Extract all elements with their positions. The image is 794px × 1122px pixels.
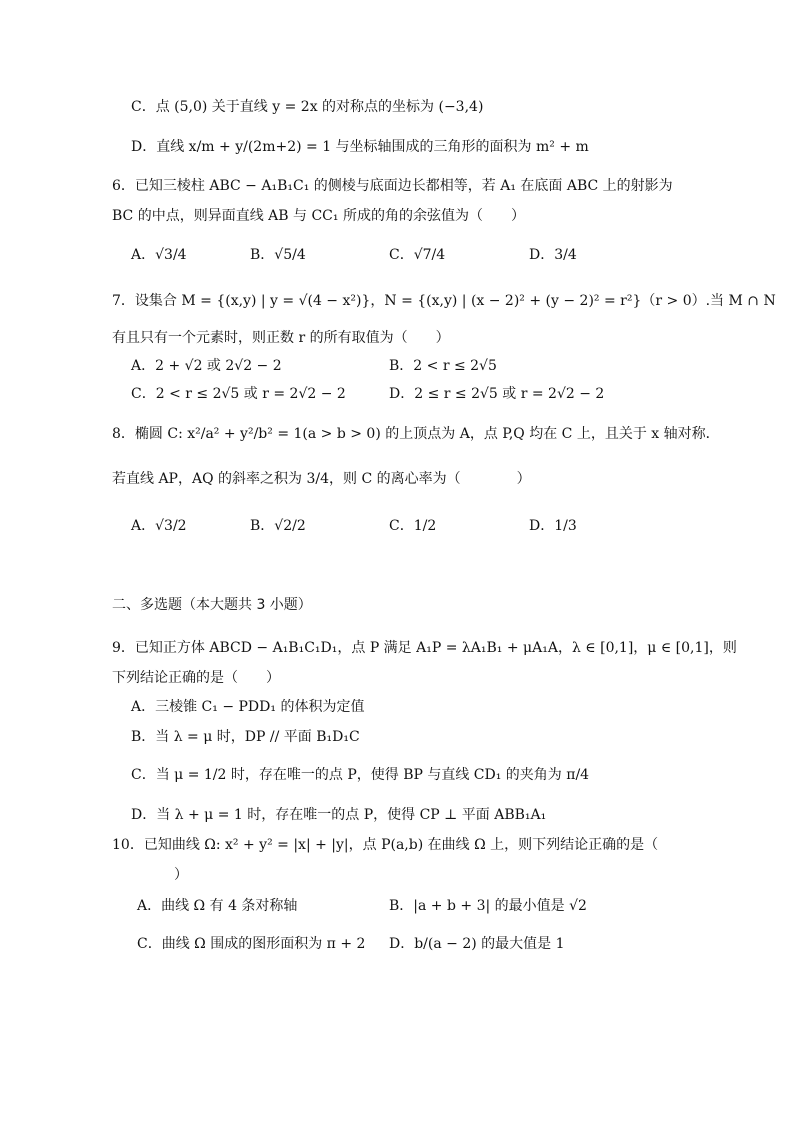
q7-option-d: D．2 ≤ r ≤ 2√5 或 r = 2√2 − 2: [389, 386, 605, 402]
q8-option-d: D．1/3: [529, 518, 577, 534]
q8-option-b: B．√2/2: [250, 518, 306, 534]
q6-option-d: D．3/4: [529, 247, 577, 263]
q6-stem-line1: 6．已知三棱柱 ABC − A₁B₁C₁ 的侧棱与底面边长都相等，若 A₁ 在底面 ABC 上的射影为: [112, 178, 673, 194]
q10-option-a: A．曲线 Ω 有 4 条对称轴: [137, 898, 298, 914]
q8-stem-line1: 8．椭圆 C: x²/a² + y²/b² = 1(a > b > 0) 的上顶点为 A，点 P,Q 均在 C 上，且关于 x 轴对称．: [112, 426, 720, 442]
q7-option-c: C．2 < r ≤ 2√5 或 r = 2√2 − 2: [131, 386, 346, 402]
q7-stem-line2: 有且只有一个元素时，则正数 r 的所有取值为（ ）: [112, 330, 450, 346]
q6-option-a: A．√3/4: [131, 247, 187, 263]
q9-option-d: D．当 λ + μ = 1 时，存在唯一的点 P，使得 CP ⊥ 平面 ABB₁A₁: [131, 807, 547, 823]
q10-stem-line1: 10．已知曲线 Ω: x² + y² = |x| + |y|，点 P(a,b) 在曲线 Ω 上，则下列结论正确的是（: [112, 837, 659, 853]
q9-stem-line2: 下列结论正确的是（ ）: [112, 670, 280, 686]
section-heading-multiple-choice: 二、多选题（本大题共 3 小题）: [112, 597, 312, 613]
q9-stem-line1: 9．已知正方体 ABCD − A₁B₁C₁D₁，点 P 满足 A₁P = λA₁B₁ + μA₁A，λ ∈ [0,1]，μ ∈ [0,1]，则: [112, 640, 737, 656]
q5-option-d: D．直线 x/m + y/(2m+2) = 1 与坐标轴围成的三角形的面积为 m² + m: [131, 139, 589, 155]
q6-stem-line2: BC 的中点，则异面直线 AB 与 CC₁ 所成的角的余弦值为（ ）: [112, 208, 525, 224]
q10-stem-line2: ）: [174, 867, 188, 883]
q9-option-a: A．三棱锥 C₁ − PDD₁ 的体积为定值: [131, 699, 365, 715]
q8-option-c: C．1/2: [389, 518, 437, 534]
q5-option-c: C．点 (5,0) 关于直线 y = 2x 的对称点的坐标为 (−3,4): [131, 99, 484, 115]
q7-stem-line1: 7．设集合 M = {(x,y) | y = √(4 − x²)}，N = {(x,y) | (x − 2)² + (y − 2)² = r²}（r > 0）.当 M ∩ N: [112, 293, 776, 309]
q7-option-b: B．2 < r ≤ 2√5: [389, 358, 497, 374]
q6-option-c: C．√7/4: [389, 247, 446, 263]
q10-option-c: C．曲线 Ω 围成的图形面积为 π + 2: [137, 936, 366, 952]
q10-option-d: D．b/(a − 2) 的最大值是 1: [389, 936, 565, 952]
q8-option-a: A．√3/2: [131, 518, 187, 534]
q8-stem-line2: 若直线 AP，AQ 的斜率之积为 3/4，则 C 的离心率为（ ）: [112, 471, 531, 487]
q9-option-b: B．当 λ = μ 时，DP // 平面 B₁D₁C: [131, 729, 360, 745]
q9-option-c: C．当 μ = 1/2 时，存在唯一的点 P，使得 BP 与直线 CD₁ 的夹角为 π/4: [131, 767, 590, 783]
q6-option-b: B．√5/4: [250, 247, 306, 263]
q7-option-a: A．2 + √2 或 2√2 − 2: [131, 358, 282, 374]
q10-option-b: B．|a + b + 3| 的最小值是 √2: [389, 898, 587, 914]
